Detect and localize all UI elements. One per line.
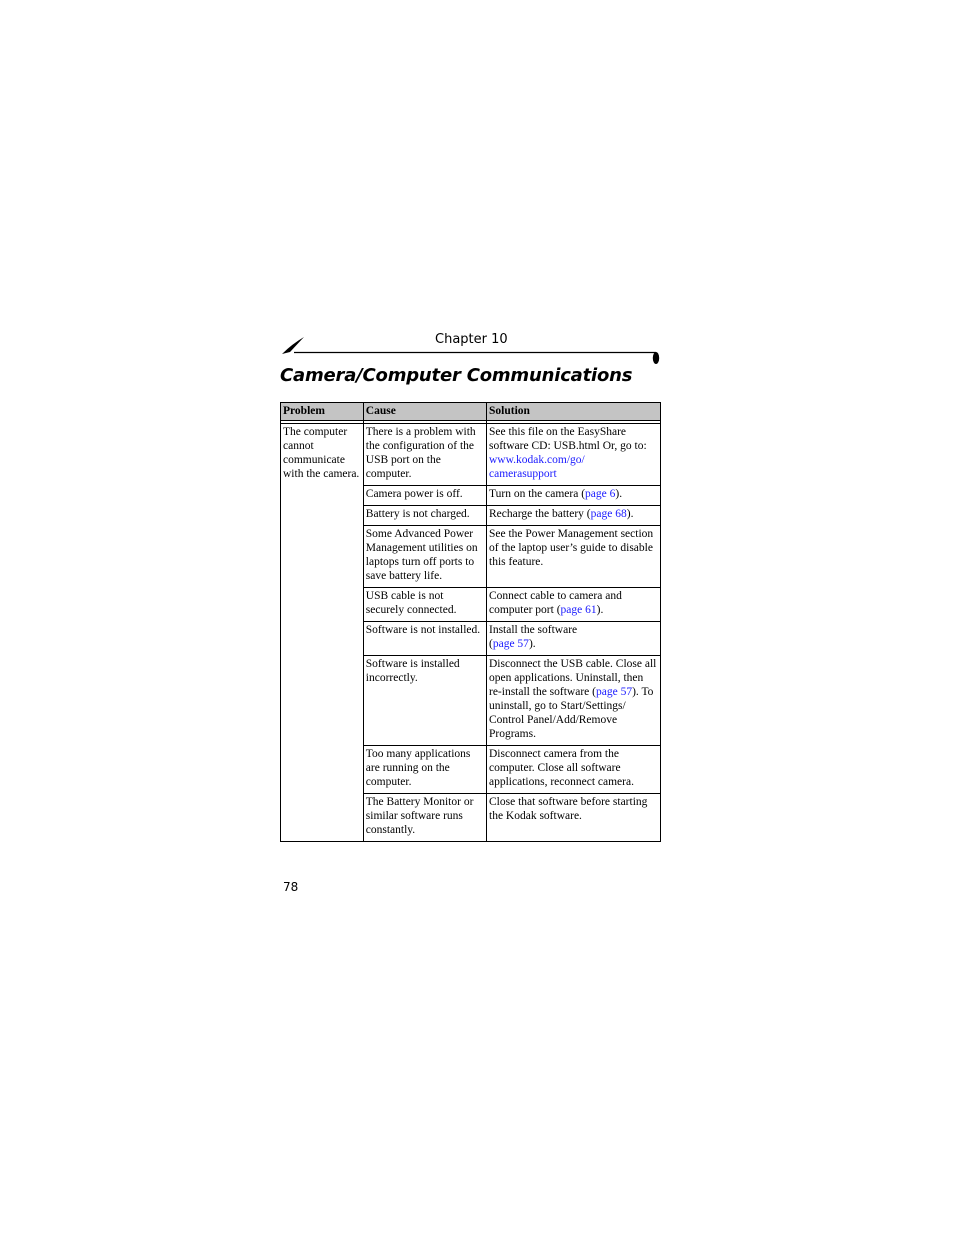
cause-cell: Too many applications are running on the computer. bbox=[363, 746, 486, 794]
chapter-label: Chapter 10 bbox=[435, 332, 508, 347]
table-row bbox=[281, 424, 661, 486]
cause-cell: USB cable is not securely connected. bbox=[363, 588, 486, 622]
section-title: Camera/Computer Communications bbox=[280, 365, 633, 386]
cause-cell: Software is installed incorrectly. bbox=[363, 656, 486, 746]
cause-cell: The Battery Monitor or similar software runs constantly. bbox=[363, 794, 486, 842]
problem-cell: The computer cannot communicate with the camera. bbox=[281, 424, 364, 842]
solution-cell: See this file on the EasyShare software CD: USB.html Or, go to: www.kodak.com/go/ camerasupport bbox=[487, 424, 661, 486]
kodak-support-link-cont[interactable]: camerasupport bbox=[489, 468, 557, 480]
solution-cell: Install the software (page 57). bbox=[487, 622, 661, 656]
page-ref-link[interactable]: page 57 bbox=[595, 686, 633, 698]
swoosh-icon bbox=[282, 337, 304, 354]
cause-cell: Camera power is off. bbox=[363, 486, 486, 506]
solution-cell: Turn on the camera (page 6). bbox=[487, 486, 661, 506]
cause-cell: Some Advanced Power Management utilities on laptops turn off ports to save battery life. bbox=[363, 526, 486, 588]
column-header-solution: Solution bbox=[487, 403, 661, 421]
page-ref-link[interactable]: page 68 bbox=[590, 508, 627, 520]
rule-end-cap bbox=[653, 352, 659, 364]
solution-cell: Disconnect the USB cable. Close all open applications. Uninstall, then re-install the software (page 57). To uninstall, go to Start/Settings/ Control Panel/Add/Remove Programs. bbox=[487, 656, 661, 746]
troubleshooting-table bbox=[280, 402, 661, 842]
chapter-rule bbox=[280, 334, 662, 366]
page-ref-link[interactable]: page 57 bbox=[492, 638, 529, 650]
solution-cell: See the Power Management section of the laptop user’s guide to disable this feature. bbox=[487, 526, 661, 588]
page-number: 78 bbox=[283, 880, 299, 894]
table-header-row bbox=[281, 403, 661, 421]
column-header-problem: Problem bbox=[281, 403, 364, 421]
cause-cell: Software is not installed. bbox=[363, 622, 486, 656]
solution-cell: Close that software before starting the Kodak software. bbox=[487, 794, 661, 842]
kodak-support-link[interactable]: www.kodak.com/go/ bbox=[489, 454, 585, 466]
solution-cell: Recharge the battery (page 68). bbox=[487, 506, 661, 526]
cause-cell: There is a problem with the configuration of the USB port on the computer. bbox=[363, 424, 486, 486]
chapter-rule-graphic bbox=[280, 334, 662, 366]
page-ref-link[interactable]: page 6 bbox=[585, 488, 616, 500]
solution-cell: Connect cable to camera and computer port (page 61). bbox=[487, 588, 661, 622]
solution-cell: Disconnect camera from the computer. Close all software applications, reconnect camera. bbox=[487, 746, 661, 794]
column-header-cause: Cause bbox=[363, 403, 486, 421]
cause-cell: Battery is not charged. bbox=[363, 506, 486, 526]
page-ref-link[interactable]: page 61 bbox=[560, 604, 597, 616]
